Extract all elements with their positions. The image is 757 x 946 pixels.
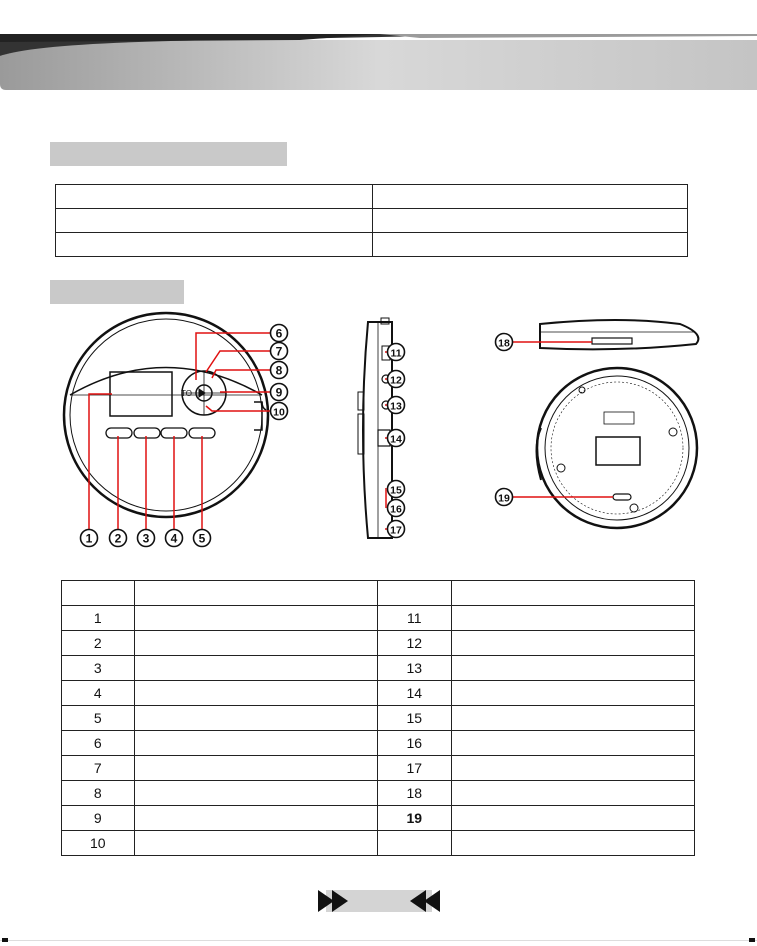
table-cell-left-desc <box>134 681 377 706</box>
table-row <box>62 656 695 681</box>
callout-10 <box>271 403 288 420</box>
parts-list-table <box>61 580 695 856</box>
table-cell-right-desc <box>452 756 695 781</box>
table-cell-left-desc <box>134 756 377 781</box>
table-row <box>62 581 695 606</box>
table-cell-right-desc <box>452 731 695 756</box>
table-cell-left-no: 4 <box>62 681 135 706</box>
callout-12 <box>388 371 405 388</box>
callout-5 <box>194 530 211 547</box>
callout-number: 7 <box>275 344 283 359</box>
callout-number: 8 <box>275 363 283 378</box>
header-light-stripe <box>0 40 757 90</box>
table-cell-right-no: 15 <box>377 706 452 731</box>
callout-number: 17 <box>390 524 402 537</box>
callout-17 <box>388 521 405 538</box>
table-cell-left-desc <box>134 656 377 681</box>
top-edge-view <box>540 320 698 349</box>
table-cell-left-no: 10 <box>62 831 135 856</box>
lcd-display <box>110 372 172 416</box>
callout-number: 14 <box>390 433 402 446</box>
table-row <box>62 806 695 831</box>
table-row <box>62 831 695 856</box>
table-cell-right-no: 13 <box>377 656 452 681</box>
table-cell-right-no: 12 <box>377 631 452 656</box>
callout-number: 10 <box>273 406 285 419</box>
callout-2 <box>110 530 127 547</box>
callout-number: 15 <box>390 484 402 497</box>
table-cell-left-desc <box>134 781 377 806</box>
table-cell-right-no: 14 <box>377 681 452 706</box>
section-heading-bar-1 <box>50 142 287 166</box>
callout-9 <box>271 384 288 401</box>
callout-16 <box>388 500 405 517</box>
table-row <box>62 756 695 781</box>
callout-13 <box>388 397 405 414</box>
table-cell-right-desc <box>452 681 695 706</box>
table-cell-right-no: 11 <box>377 606 452 631</box>
page-navigation[interactable] <box>316 886 442 916</box>
table-cell-right-desc <box>452 831 695 856</box>
callout-number: 6 <box>275 326 283 341</box>
callout-number: 16 <box>390 503 402 516</box>
callout-3 <box>138 530 155 547</box>
callout-number: 18 <box>498 337 510 350</box>
table-cell-left-desc <box>134 606 377 631</box>
callout-number: 3 <box>142 531 150 546</box>
table-cell-left-no: 6 <box>62 731 135 756</box>
table-row <box>56 233 688 257</box>
callout-4 <box>166 530 183 547</box>
table-cell-left-no: 3 <box>62 656 135 681</box>
callout-number: 2 <box>114 531 122 546</box>
table-cell-right-desc <box>452 656 695 681</box>
back-view-player <box>537 368 698 528</box>
callout-number: 5 <box>198 531 206 546</box>
table-row <box>62 606 695 631</box>
callout-number: 9 <box>275 385 283 400</box>
table-cell-left-no <box>62 581 135 606</box>
battery-compartment <box>596 437 640 465</box>
table-cell-right-desc <box>452 781 695 806</box>
callout-19 <box>496 489 513 506</box>
callout-8 <box>271 362 288 379</box>
table-cell-right-no: 16 <box>377 731 452 756</box>
callout-number: 19 <box>498 492 510 505</box>
table-cell-left-no: 7 <box>62 756 135 781</box>
table-cell-right-no <box>377 831 452 856</box>
table-cell-left-desc <box>134 831 377 856</box>
bottom-rule <box>0 940 757 943</box>
crop-mark-right <box>749 938 755 942</box>
table-cell-right-desc <box>452 581 695 606</box>
table-row <box>62 781 695 806</box>
spec-table <box>55 184 688 257</box>
callout-lines <box>89 333 613 530</box>
device-diagram <box>0 310 757 560</box>
table-cell-right-no: 19 <box>377 806 452 831</box>
table-cell-right-no: 18 <box>377 781 452 806</box>
table-row <box>56 209 688 233</box>
callout-6 <box>271 325 288 342</box>
table-cell-left-no: 1 <box>62 606 135 631</box>
table-cell-left-desc <box>134 581 377 606</box>
table-row <box>62 731 695 756</box>
table-cell-left-no: 9 <box>62 806 135 831</box>
table-cell-right-desc <box>452 631 695 656</box>
callout-18 <box>496 334 513 351</box>
table-cell-left-desc <box>134 731 377 756</box>
table-cell-left-no: 2 <box>62 631 135 656</box>
table-cell-right-no: 17 <box>377 756 452 781</box>
header-banner <box>0 0 757 90</box>
callout-number: 1 <box>85 531 93 546</box>
table-cell-left-no: 8 <box>62 781 135 806</box>
table-row <box>62 681 695 706</box>
front-view-player <box>64 313 268 517</box>
table-row <box>56 185 688 209</box>
callout-14 <box>388 430 405 447</box>
callout-1 <box>81 530 98 547</box>
callout-15 <box>388 481 405 498</box>
table-cell-left-desc <box>134 806 377 831</box>
callout-number: 11 <box>390 347 402 360</box>
table-cell-left-no: 5 <box>62 706 135 731</box>
table-cell-left-desc <box>134 631 377 656</box>
section-heading-bar-2 <box>50 280 184 304</box>
svg-text:TO: TO <box>181 389 192 398</box>
table-cell-right-desc <box>452 706 695 731</box>
table-row <box>62 706 695 731</box>
callout-number: 12 <box>390 374 402 387</box>
callout-7 <box>271 343 288 360</box>
table-cell-right-desc <box>452 606 695 631</box>
table-cell-right-no <box>377 581 452 606</box>
callout-number: 13 <box>390 400 402 413</box>
table-cell-right-desc <box>452 806 695 831</box>
callout-number: 4 <box>170 531 178 546</box>
table-row <box>62 631 695 656</box>
callout-11 <box>388 344 405 361</box>
crop-mark-left <box>2 938 8 942</box>
table-cell-left-desc <box>134 706 377 731</box>
